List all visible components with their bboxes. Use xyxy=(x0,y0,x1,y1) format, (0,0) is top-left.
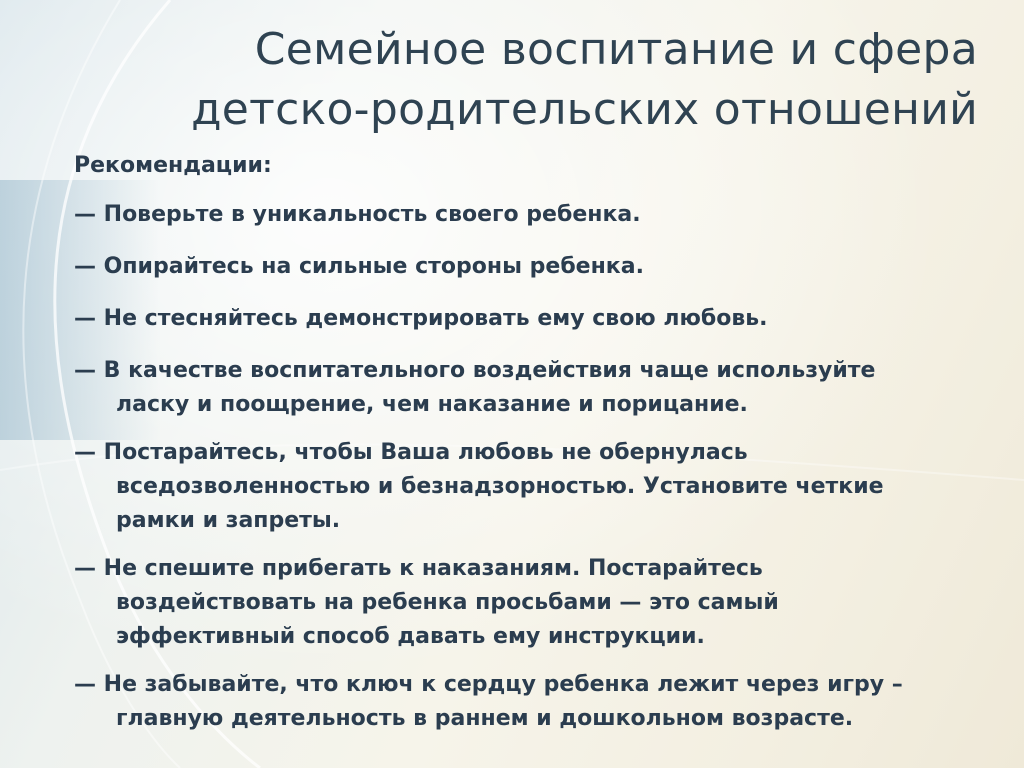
list-item: — Поверьте в уникальность своего ребенка. xyxy=(74,202,641,227)
list-item: — Постарайтесь, чтобы Ваша любовь не обернулась вседозволенностью и безнадзорностью. Установите четкие рамки и запреты. xyxy=(74,440,884,533)
recommendations-heading: Рекомендации: xyxy=(74,153,272,178)
list-item: — Не спешите прибегать к наказаниям. Постарайтесь воздействовать на ребенка просьбами — это самый эффективный способ давать ему инструкции. xyxy=(74,556,779,649)
recommendations-list xyxy=(74,198,954,736)
slide-body xyxy=(74,150,954,750)
list-item: — Опирайтесь на сильные стороны ребенка. xyxy=(74,254,644,279)
slide-title xyxy=(158,20,978,140)
title-line-1: Семейное воспитание и сфера xyxy=(254,24,978,75)
title-line-2: детско-родительских отношений xyxy=(191,84,978,135)
list-item: — Не стесняйтесь демонстрировать ему свою любовь. xyxy=(74,306,768,331)
list-item: — В качестве воспитательного воздействия чаще используйте ласку и поощрение, чем наказание и порицание. xyxy=(74,358,876,417)
list-item: — Не забывайте, что ключ к сердцу ребенка лежит через игру – главную деятельность в раннем и дошкольном возрасте. xyxy=(74,672,903,731)
